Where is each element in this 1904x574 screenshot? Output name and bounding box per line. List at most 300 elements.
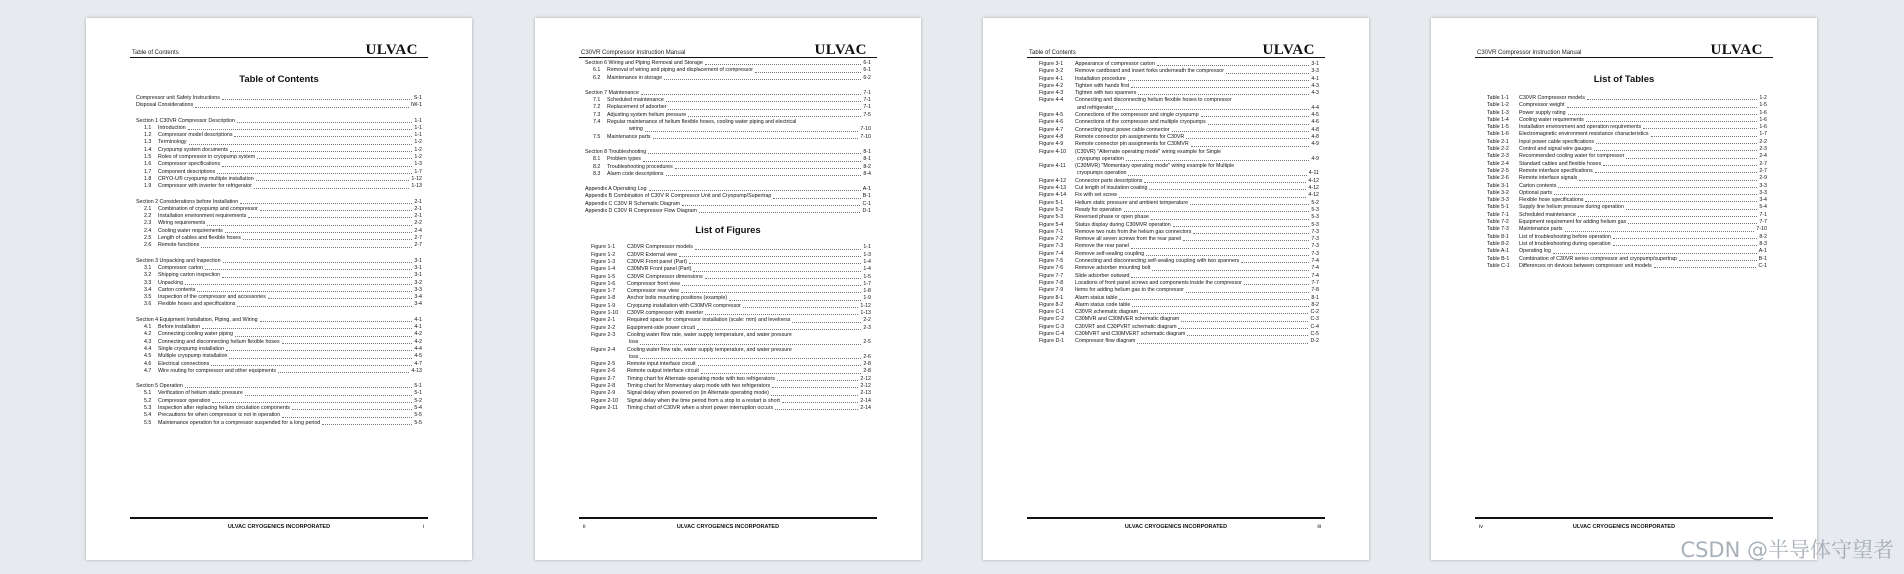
entry-label: Differences on devices between compressor unit models bbox=[1519, 262, 1652, 269]
toc-entry bbox=[1033, 156, 1319, 163]
dot-leader bbox=[268, 298, 413, 299]
toc-entry bbox=[136, 287, 422, 294]
entry-number: Figure 8-1 bbox=[1039, 294, 1064, 301]
toc-entry bbox=[585, 208, 871, 215]
entry-number: Table 1-2 bbox=[1487, 102, 1509, 109]
entry-page: 7-10 bbox=[860, 126, 871, 133]
entry-number: 7.1 bbox=[593, 97, 601, 104]
entry-number: Table 2-2 bbox=[1487, 146, 1509, 153]
entry-label: Maintenance parts bbox=[1519, 226, 1563, 233]
toc-entry bbox=[1033, 163, 1319, 170]
toc-entry bbox=[1481, 204, 1767, 211]
tables-title: List of Tables bbox=[1593, 74, 1655, 85]
toc-entry bbox=[585, 171, 871, 178]
dot-leader bbox=[217, 173, 412, 174]
footer-company: ULVAC CRYOGENICS INCORPORATED bbox=[676, 524, 780, 530]
dot-leader bbox=[1190, 204, 1309, 205]
dot-leader bbox=[1585, 201, 1757, 202]
toc-entry bbox=[136, 317, 422, 324]
entry-number: Figure 4-3 bbox=[1039, 90, 1064, 97]
entry-label: Connector parts descriptions bbox=[1075, 177, 1143, 184]
dot-leader bbox=[688, 116, 861, 117]
running-header: Table of Contents bbox=[132, 50, 179, 56]
dot-leader bbox=[225, 232, 413, 233]
entry-number: 4.7 bbox=[144, 367, 152, 374]
dot-leader bbox=[664, 79, 861, 80]
entry-label: Roles of compressor in cryopump system bbox=[158, 154, 256, 161]
toc-entry bbox=[1033, 149, 1319, 156]
dot-leader bbox=[240, 203, 412, 204]
entry-label: Section 7 Maintenance bbox=[585, 89, 639, 96]
toc-entry bbox=[1033, 302, 1319, 309]
dot-leader bbox=[1643, 128, 1757, 129]
entry-number: Figure 5-2 bbox=[1039, 206, 1064, 213]
toc-title: Table of Contents bbox=[239, 74, 319, 85]
entry-page: 2-4 bbox=[1759, 153, 1767, 160]
entry-label: Optional parts bbox=[1519, 189, 1552, 196]
entry-page: 7-10 bbox=[860, 133, 871, 140]
entry-number: Table A-1 bbox=[1487, 248, 1510, 255]
entry-label: Signal delay when powered on (in Alternate operating mode) bbox=[627, 390, 769, 397]
entry-number: Table 8-1 bbox=[1487, 233, 1509, 240]
entry-page: 2-4 bbox=[414, 227, 422, 234]
toc-entry bbox=[136, 147, 422, 154]
document-page-1 bbox=[86, 18, 472, 560]
toc-entry bbox=[1033, 61, 1319, 68]
toc-entry bbox=[585, 405, 871, 412]
entry-number: 4.2 bbox=[144, 331, 152, 338]
dot-leader bbox=[640, 358, 861, 359]
entry-page: 1-6 bbox=[1759, 124, 1767, 131]
entry-label: Flexible hose specifications bbox=[1519, 197, 1584, 204]
toc-entry bbox=[1033, 222, 1319, 229]
entry-number: Figure 2-5 bbox=[591, 361, 616, 368]
running-header: C30VR Compressor Instruction Manual bbox=[1477, 50, 1582, 56]
entry-label: Section 1 C30VR Compressor Description bbox=[136, 117, 235, 124]
entry-number: Figure 5-4 bbox=[1039, 221, 1064, 228]
dot-leader bbox=[1119, 299, 1309, 300]
dot-leader bbox=[230, 151, 412, 152]
dot-leader bbox=[653, 138, 859, 139]
entry-number: Figure 1-9 bbox=[591, 302, 616, 309]
dot-leader bbox=[1137, 343, 1308, 344]
entry-number: 8.1 bbox=[593, 156, 601, 163]
dot-leader bbox=[771, 395, 858, 396]
entry-label: Recommended cooling water for compressor bbox=[1519, 153, 1625, 160]
ulvac-logo: ULVAC bbox=[814, 42, 867, 58]
toc-entry bbox=[136, 206, 422, 213]
dot-leader bbox=[1191, 146, 1310, 147]
entry-page: 2-3 bbox=[863, 324, 871, 331]
toc-entry bbox=[585, 90, 871, 97]
entry-label: Appendix C C30V R Schematic Diagram bbox=[585, 200, 681, 207]
toc-entry bbox=[585, 390, 871, 397]
toc-entry bbox=[585, 347, 871, 354]
toc-entry bbox=[136, 102, 422, 109]
dot-leader bbox=[1186, 292, 1309, 293]
dot-leader bbox=[645, 131, 859, 132]
document-page-4 bbox=[1431, 18, 1817, 560]
entry-page: 7-1 bbox=[863, 104, 871, 111]
entry-number: 2.3 bbox=[144, 220, 152, 227]
entry-number: Figure 4-1 bbox=[1039, 75, 1064, 82]
toc-entry bbox=[1033, 119, 1319, 126]
entry-label: Input power cable specifications bbox=[1519, 138, 1595, 145]
header-rule bbox=[1475, 57, 1773, 58]
entry-label: Alarm status table bbox=[1075, 294, 1118, 301]
entry-page: 1-2 bbox=[414, 139, 422, 146]
toc-entry bbox=[1033, 207, 1319, 214]
entry-number: 2.2 bbox=[144, 213, 152, 220]
entry-label: Equipment requirement for adding helium gas bbox=[1519, 219, 1627, 226]
page-number: ii bbox=[583, 524, 586, 530]
header-rule bbox=[1027, 57, 1325, 58]
toc-entry bbox=[136, 272, 422, 279]
entry-number: Table 2-1 bbox=[1487, 138, 1509, 145]
dot-leader bbox=[699, 212, 861, 213]
entry-label: Verification of helium static pressure bbox=[158, 390, 243, 397]
entry-label: Cooling water flow rate, water supply temperature, and water pressure bbox=[627, 346, 792, 353]
entry-label: Unpacking bbox=[158, 279, 184, 286]
entry-label: Maintenance parts bbox=[607, 133, 651, 140]
dot-leader bbox=[772, 387, 858, 388]
figures-title: List of Figures bbox=[695, 225, 761, 237]
dot-leader bbox=[201, 247, 412, 248]
section-gap bbox=[136, 191, 422, 199]
entry-number: Figure 4-11 bbox=[1039, 163, 1066, 170]
entry-page: 8-2 bbox=[1759, 233, 1767, 240]
entry-number: Table 2-5 bbox=[1487, 167, 1509, 174]
entry-page: 4-1 bbox=[1311, 75, 1319, 82]
toc-entry bbox=[1033, 338, 1319, 345]
entry-label: Control and signal wire gauges bbox=[1519, 146, 1592, 153]
entry-number: Figure 8-2 bbox=[1039, 301, 1064, 308]
entry-label: Remove cardboard and insert forks underneath the compressor bbox=[1075, 68, 1224, 75]
dot-leader bbox=[278, 372, 409, 373]
toc-entry bbox=[136, 398, 422, 405]
toc-entry bbox=[136, 420, 422, 427]
entry-label: Items for adding helium gas to the compressor bbox=[1075, 287, 1184, 294]
entry-label: Remote output interface circuit bbox=[627, 368, 699, 375]
entry-page: 1-5 bbox=[863, 273, 871, 280]
toc-entry bbox=[585, 126, 871, 133]
toc-entry bbox=[1481, 168, 1767, 175]
entry-label: Compressor model descriptions bbox=[158, 132, 233, 139]
entry-page: 4-6 bbox=[1311, 119, 1319, 126]
toc-entry bbox=[136, 280, 422, 287]
dot-leader bbox=[1193, 233, 1309, 234]
toc-entry bbox=[1033, 200, 1319, 207]
entry-page: 1-7 bbox=[1759, 131, 1767, 138]
header-rule bbox=[130, 57, 428, 58]
entry-page: 1-12 bbox=[860, 302, 871, 309]
dot-leader bbox=[1554, 194, 1757, 195]
toc-entry bbox=[585, 368, 871, 375]
dot-leader bbox=[682, 285, 861, 286]
dot-leader bbox=[222, 277, 412, 278]
entry-label: Appendix D C30V R Compressor Flow Diagram bbox=[585, 208, 697, 215]
entry-page: S-1 bbox=[413, 95, 422, 101]
entry-label: Replacement of adsorber bbox=[607, 104, 667, 111]
entry-label: Adjusting system helium pressure bbox=[607, 111, 687, 118]
entry-number: Figure 4-10 bbox=[1039, 148, 1067, 155]
dot-leader bbox=[1651, 136, 1758, 137]
toc-entry bbox=[585, 164, 871, 171]
entry-page: 4-5 bbox=[1311, 112, 1319, 119]
footer-rule bbox=[1475, 517, 1773, 519]
entry-page: 1-7 bbox=[414, 168, 422, 175]
entry-page: 2-9 bbox=[1759, 175, 1767, 182]
toc-entry bbox=[136, 161, 422, 168]
dot-leader bbox=[1186, 138, 1309, 139]
entry-number: Figure 7-2 bbox=[1039, 236, 1064, 243]
entry-number: Figure 2-7 bbox=[591, 375, 616, 382]
entry-number: 2.6 bbox=[144, 242, 152, 249]
entry-label: Signal delay when the time period from a stop to a restart is short bbox=[627, 397, 780, 404]
entry-label: Flexible hoses and specifications bbox=[158, 301, 236, 308]
dot-leader bbox=[641, 94, 861, 95]
entry-number: 7.2 bbox=[593, 104, 601, 111]
dot-leader bbox=[243, 239, 413, 240]
entry-label: C30VR compressor with inverter bbox=[627, 310, 704, 317]
entry-number: Figure 1-7 bbox=[591, 288, 616, 295]
entry-page: 8-2 bbox=[1311, 301, 1319, 308]
entry-label: Appendix A Operating Log bbox=[585, 186, 647, 193]
entry-label: Electrical connections bbox=[158, 360, 210, 367]
entry-label: Connections of the compressor and single cryopump bbox=[1075, 112, 1199, 119]
entry-number: 1.6 bbox=[144, 161, 152, 168]
dot-leader bbox=[1172, 131, 1310, 132]
entry-label: Status display during C30MVR operation bbox=[1075, 221, 1171, 228]
dot-leader bbox=[695, 249, 861, 250]
dot-leader bbox=[1579, 180, 1757, 181]
dot-leader bbox=[777, 380, 859, 381]
toc-entry bbox=[136, 346, 422, 353]
entry-page: B-1 bbox=[862, 193, 871, 200]
entry-page: 2-1 bbox=[414, 198, 422, 205]
entry-label: Anchor bolts mounting positions (example) bbox=[627, 295, 728, 302]
entry-label: Remote input interface circuit bbox=[627, 361, 696, 368]
entry-label: Equipment-side power circuit bbox=[627, 324, 696, 331]
entry-label: Compressor operation bbox=[158, 397, 211, 404]
entry-page: 4-2 bbox=[414, 331, 422, 338]
entry-page: 4-9 bbox=[1311, 155, 1319, 162]
entry-page: 4-12 bbox=[1308, 185, 1319, 192]
entry-number: Figure 2-6 bbox=[591, 368, 616, 375]
entry-label: Cryopump system documents bbox=[158, 146, 229, 153]
table-list bbox=[1481, 95, 1767, 270]
toc-entry bbox=[585, 339, 871, 346]
entry-page: 2-1 bbox=[414, 205, 422, 212]
toc-entry bbox=[1033, 273, 1319, 280]
entry-page: 2-8 bbox=[863, 368, 871, 375]
entry-label: Electromagnetic environment resistance characteristics bbox=[1519, 131, 1649, 138]
toc-entry bbox=[1481, 175, 1767, 182]
toc-entry bbox=[1033, 83, 1319, 90]
toc-entry bbox=[585, 252, 871, 259]
toc-entry bbox=[136, 258, 422, 265]
toc-entry bbox=[1481, 95, 1767, 102]
dot-leader bbox=[235, 336, 412, 337]
running-header: C30VR Compressor Instruction Manual bbox=[581, 50, 686, 56]
entry-label: List of troubleshooting during operation bbox=[1519, 240, 1611, 247]
footer-rule bbox=[130, 517, 428, 519]
dot-leader bbox=[1628, 223, 1757, 224]
toc-entry bbox=[1033, 178, 1319, 185]
dot-leader bbox=[1178, 328, 1308, 329]
entry-page: 3-1 bbox=[414, 257, 422, 264]
toc-entry bbox=[585, 310, 871, 317]
entry-number: 1.5 bbox=[144, 154, 152, 161]
toc-entry bbox=[1033, 324, 1319, 331]
entry-page: 1-7 bbox=[863, 280, 871, 287]
toc-entry bbox=[1033, 90, 1319, 97]
entry-page: 3-1 bbox=[414, 264, 422, 271]
entry-label: Terminology bbox=[158, 139, 187, 146]
entry-label: Compressor with inverter for refrigerator bbox=[158, 183, 252, 190]
entry-label: Appearance of compressor carton bbox=[1075, 61, 1155, 67]
entry-number: Figure 1-1 bbox=[591, 244, 616, 251]
entry-label: Connecting and disconnecting self-sealing coupling with two spanners bbox=[1075, 258, 1240, 265]
entry-number: Table B-1 bbox=[1487, 255, 1510, 262]
toc-entry bbox=[1033, 280, 1319, 287]
entry-number: Figure C-1 bbox=[1039, 309, 1065, 316]
toc-entry bbox=[1033, 243, 1319, 250]
entry-page: 2-5 bbox=[863, 339, 871, 346]
dot-leader bbox=[675, 168, 862, 169]
entry-page: 8-1 bbox=[863, 148, 871, 155]
toc-entry bbox=[585, 332, 871, 339]
entry-number: Figure 4-2 bbox=[1039, 82, 1064, 89]
footer-company: ULVAC CRYOGENICS INCORPORATED bbox=[1572, 524, 1676, 530]
toc-entry bbox=[1481, 234, 1767, 241]
toc-entry bbox=[136, 199, 422, 206]
dot-leader bbox=[775, 409, 858, 410]
section-gap bbox=[585, 141, 871, 149]
dot-leader bbox=[260, 321, 413, 322]
entry-page: 3-3 bbox=[1759, 189, 1767, 196]
entry-page: 7-8 bbox=[1311, 287, 1319, 294]
entry-number: 5.5 bbox=[144, 419, 152, 426]
dot-leader bbox=[729, 300, 861, 301]
entry-page: 3-1 bbox=[1311, 61, 1319, 67]
section-gap bbox=[585, 82, 871, 90]
entry-label: Section 4 Equipment Installation, Piping, and Wiring bbox=[136, 316, 258, 323]
entry-page: 1-3 bbox=[414, 161, 422, 168]
dot-leader bbox=[1126, 160, 1310, 161]
entry-label: C30MVR and C30MVER schematic diagram bbox=[1075, 316, 1180, 323]
entry-label: Remote interface signals bbox=[1519, 175, 1578, 182]
dot-leader bbox=[1626, 158, 1757, 159]
dot-leader bbox=[697, 329, 861, 330]
page-number: i bbox=[422, 524, 424, 530]
entry-number: Figure 1-3 bbox=[591, 258, 616, 265]
dot-leader bbox=[292, 409, 412, 410]
page-number: iv bbox=[1479, 524, 1483, 530]
entry-label: Connecting and disconnecting helium flexible hoses to compressor bbox=[1075, 97, 1232, 104]
entry-number: Figure 1-10 bbox=[591, 310, 619, 317]
toc-entry bbox=[1033, 127, 1319, 134]
toc-entry bbox=[1481, 153, 1767, 160]
page-number: iii bbox=[1317, 524, 1321, 530]
toc-entry bbox=[136, 339, 422, 346]
dot-leader bbox=[1201, 116, 1310, 117]
toc-entry bbox=[1481, 146, 1767, 153]
entry-page: 7-1 bbox=[863, 89, 871, 96]
entry-label: C30VRT and C30PVRT schematic diagram bbox=[1075, 323, 1177, 330]
entry-label: C30VR Compressor dimensions bbox=[627, 273, 703, 280]
section-gap bbox=[136, 250, 422, 258]
dot-leader bbox=[185, 284, 412, 285]
entry-page: 5-4 bbox=[1759, 204, 1767, 211]
header-rule bbox=[579, 57, 877, 58]
entry-label: Wiring requirements bbox=[158, 220, 206, 227]
entry-label: Introduction bbox=[158, 124, 186, 131]
entry-number: Table 5-1 bbox=[1487, 204, 1509, 211]
toc-entry bbox=[585, 317, 871, 324]
dot-leader bbox=[229, 358, 412, 359]
dot-leader bbox=[705, 64, 862, 65]
entry-label: Timing chart for Momentary alarp mode with two refrigerators bbox=[627, 382, 771, 389]
entry-page: 4-1 bbox=[414, 324, 422, 331]
entry-label: Carton contents bbox=[1519, 182, 1557, 189]
entry-number: Figure 4-5 bbox=[1039, 112, 1064, 119]
dot-leader bbox=[222, 99, 412, 100]
running-header: Table of Contents bbox=[1029, 50, 1076, 56]
entry-number: Figure 2-11 bbox=[591, 404, 618, 411]
entry-page: 1-13 bbox=[411, 183, 422, 190]
dot-leader bbox=[211, 365, 412, 366]
toc-entry bbox=[585, 288, 871, 295]
entry-number: 4.6 bbox=[144, 360, 152, 367]
dot-leader bbox=[1119, 197, 1307, 198]
dot-leader bbox=[1578, 216, 1758, 217]
entry-number: Figure 7-8 bbox=[1039, 279, 1064, 286]
toc-entry bbox=[1033, 112, 1319, 119]
entry-page: 7-1 bbox=[863, 97, 871, 104]
entry-page: 3-4 bbox=[414, 301, 422, 308]
entry-number: Table 1-4 bbox=[1487, 116, 1509, 123]
dot-leader bbox=[705, 314, 858, 315]
entry-label: Remove the rear panel bbox=[1075, 243, 1129, 250]
dot-leader bbox=[666, 101, 862, 102]
footer-rule bbox=[1027, 517, 1325, 519]
toc-entry bbox=[1033, 331, 1319, 338]
entry-label: Timing chart of C30VR when a short power interruption occurs bbox=[627, 404, 774, 411]
entry-label: Slide adsorber outward bbox=[1075, 272, 1130, 279]
toc-entry bbox=[136, 390, 422, 397]
entry-number: Table 3-3 bbox=[1487, 197, 1509, 204]
toc-entry bbox=[136, 235, 422, 242]
entry-page: 4-5 bbox=[414, 353, 422, 360]
toc-entry bbox=[1033, 287, 1319, 294]
entry-number: 1.2 bbox=[144, 132, 152, 139]
toc-entry bbox=[585, 244, 871, 251]
toc-entry bbox=[1033, 265, 1319, 272]
toc-entry bbox=[1033, 185, 1319, 192]
entry-number: 5.4 bbox=[144, 412, 152, 419]
toc-entry bbox=[585, 201, 871, 208]
dot-leader bbox=[234, 136, 412, 137]
dot-leader bbox=[1586, 121, 1758, 122]
entry-number: 3.2 bbox=[144, 272, 152, 279]
entry-page: 1-2 bbox=[414, 146, 422, 153]
toc-entry bbox=[1033, 76, 1319, 83]
document-page-3 bbox=[983, 18, 1369, 560]
entry-page: 4-9 bbox=[1311, 141, 1319, 148]
dot-leader bbox=[743, 307, 858, 308]
entry-page: 5-5 bbox=[414, 419, 422, 426]
